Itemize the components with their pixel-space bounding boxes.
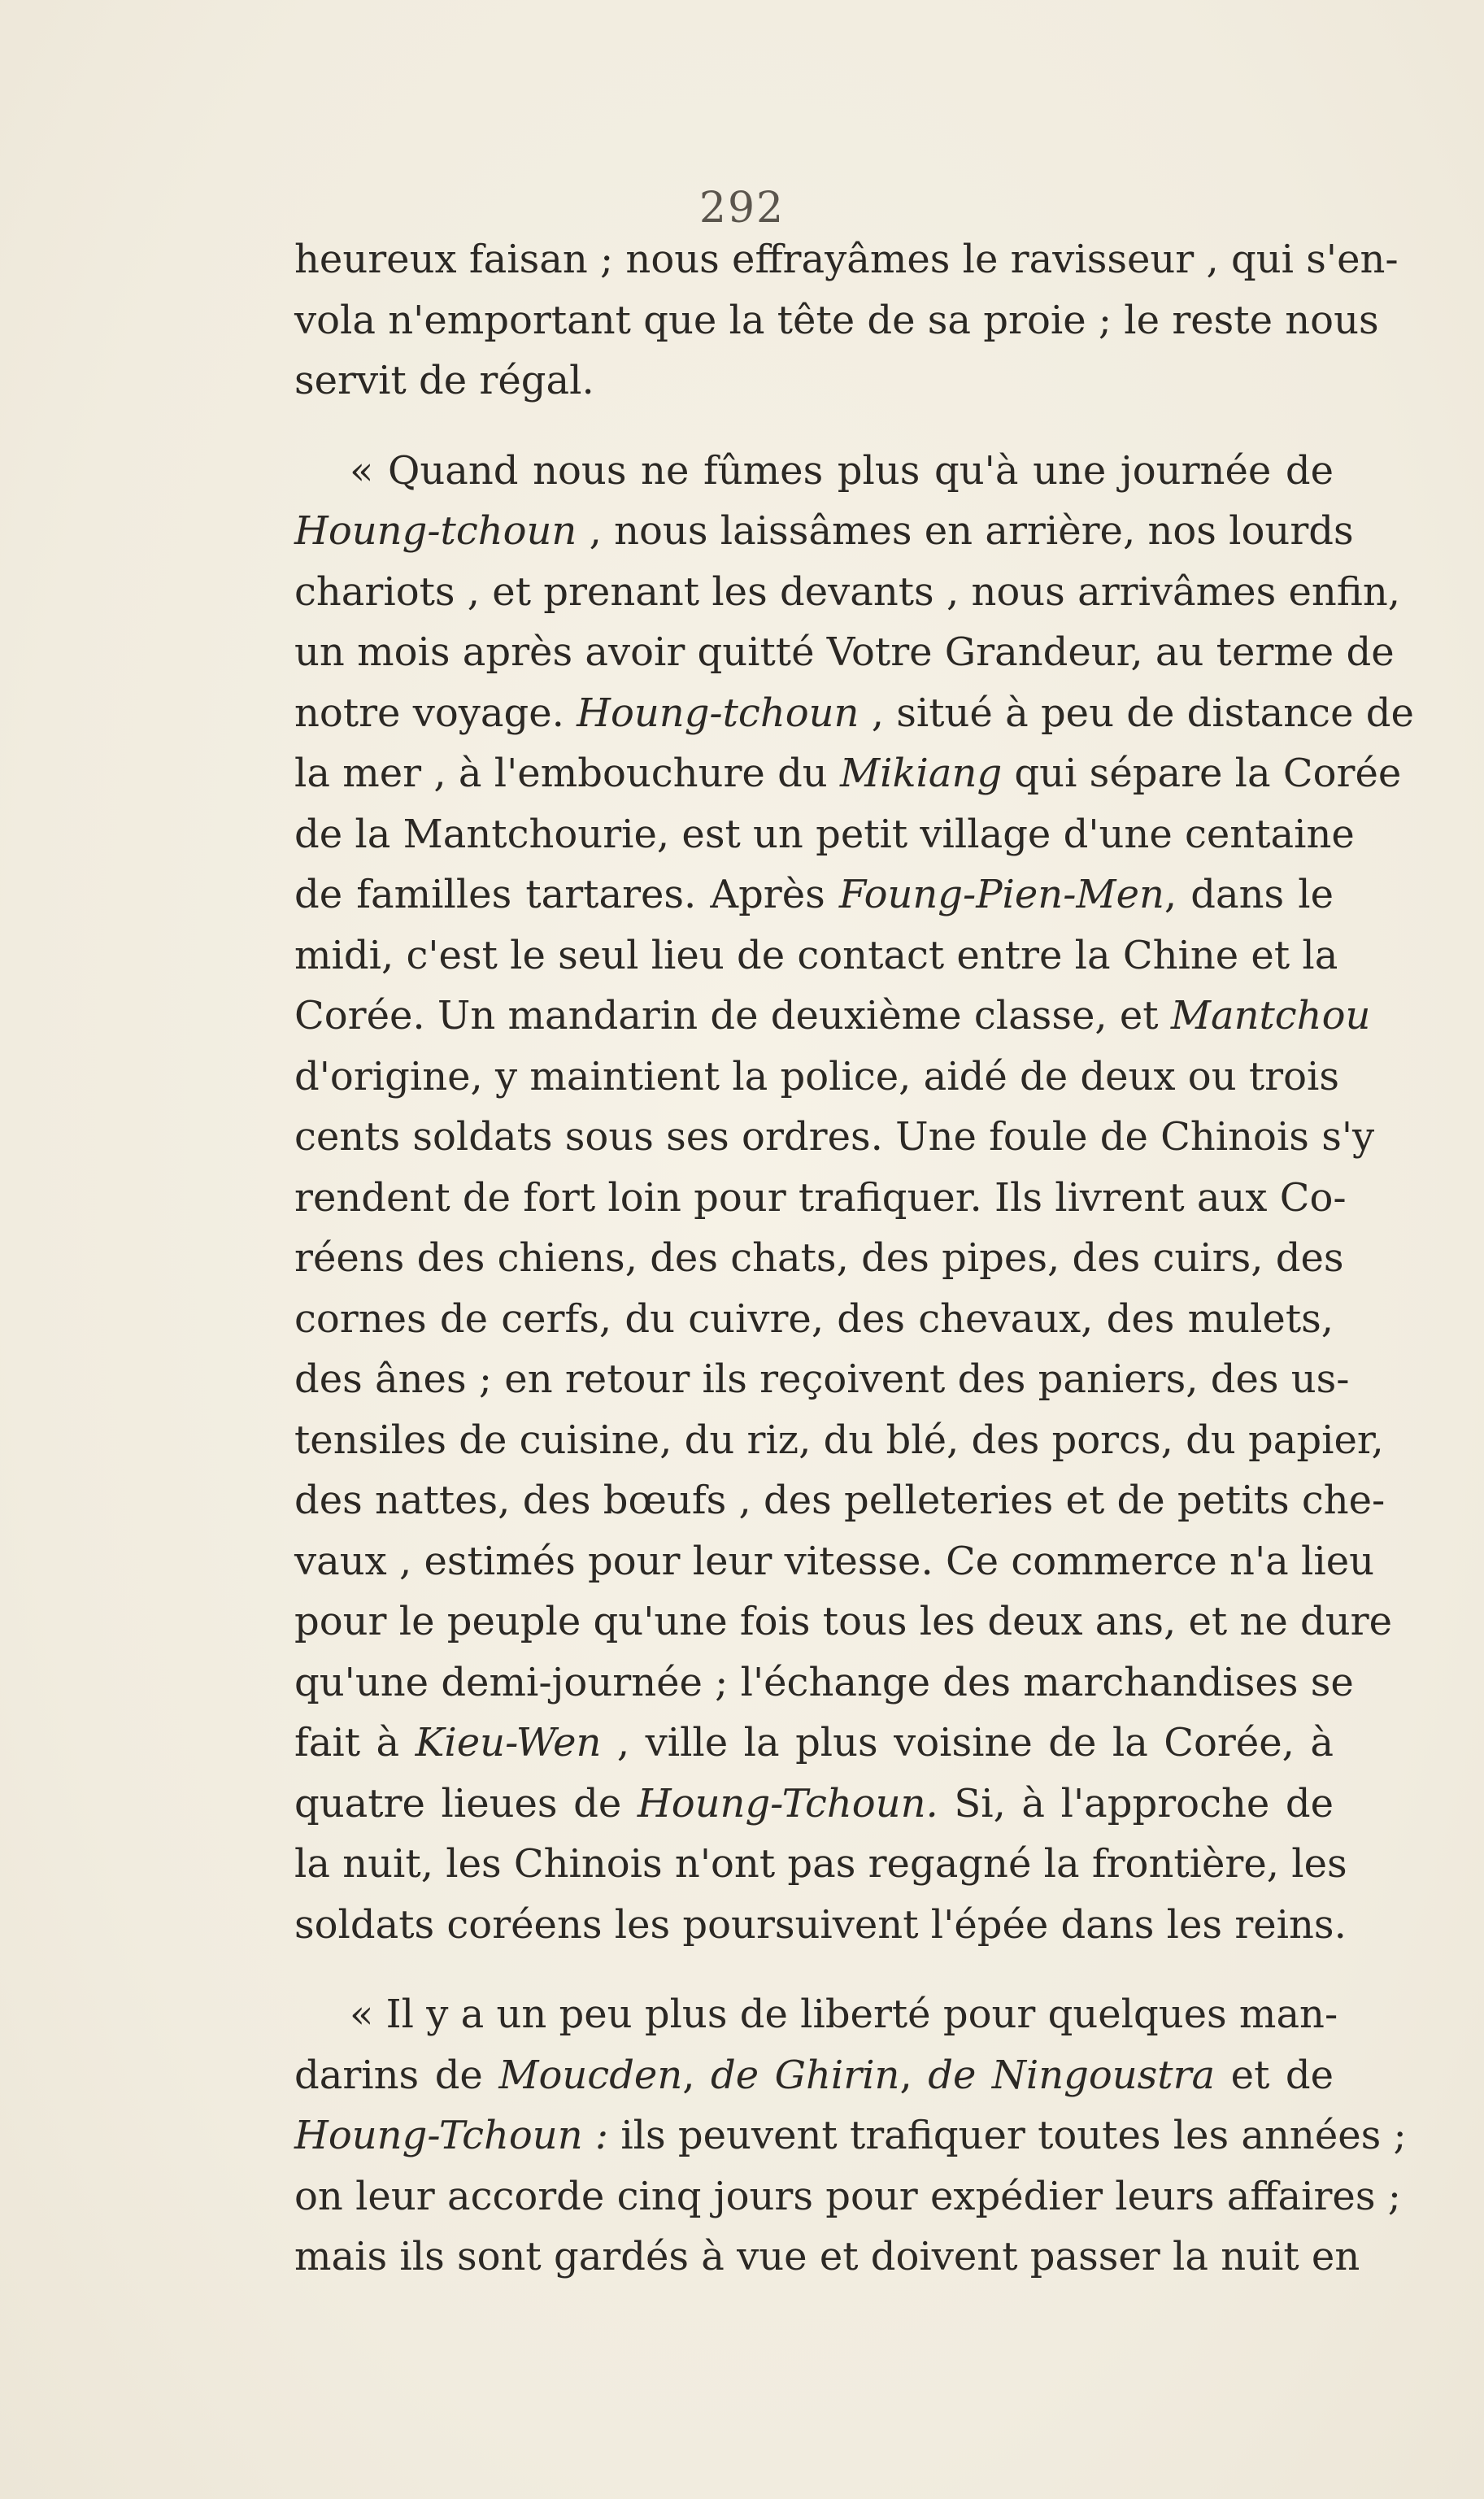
text-line	[294, 986, 1371, 1047]
text-run: , nous laissâmes en arrière, nos lourds	[577, 508, 1354, 554]
text-run: des nattes, des bœufs , des pelleteries et de petits che-	[294, 1478, 1386, 1523]
page-number: 292	[698, 184, 786, 233]
italic-term: Foung-Pien-Men	[838, 872, 1164, 917]
text-run: qui sépare la Corée	[1002, 751, 1402, 796]
italic-term: Houng-Tchoun :	[294, 2113, 609, 2158]
text-run: fait à	[294, 1720, 416, 1765]
text-run: servit de régal.	[294, 358, 594, 403]
italic-term: de Ningoustra	[928, 2052, 1216, 2098]
text-run: chariots , et prenant les devants , nous arrivâmes enfin,	[294, 568, 1400, 615]
text-line	[294, 1168, 1347, 1229]
text-line	[294, 1228, 1344, 1289]
paragraph	[294, 441, 1414, 1956]
text-run: on leur accorde cinq jours pour expédier leurs affaires ;	[294, 2173, 1401, 2219]
text-line	[294, 925, 1338, 986]
text-run: ,	[682, 2052, 711, 2098]
italic-term: de Ghirin	[711, 2052, 900, 2098]
text-line	[294, 804, 1355, 865]
text-line	[294, 562, 1400, 623]
text-run: cents soldats sous ses ordres. Une foule de Chinois s'y	[294, 1114, 1375, 1160]
text-line	[294, 229, 1399, 290]
text-run: réens des chiens, des chats, des pipes, des cuirs, des	[294, 1235, 1344, 1281]
text-line	[294, 1984, 1338, 2045]
text-line	[294, 864, 1334, 925]
text-line	[294, 1047, 1339, 1108]
text-run: pour le peuple qu'une fois tous les deux ans, et ne dure	[294, 1599, 1392, 1644]
text-line	[294, 743, 1402, 804]
text-run: , dans le	[1164, 872, 1334, 917]
italic-term: Mikiang	[839, 751, 1003, 796]
text-run: mais ils sont gardés à vue et doivent passer la nuit en	[294, 2234, 1360, 2279]
text-run: , situé à peu de distance de	[859, 690, 1414, 736]
italic-term: Houng-tchoun	[294, 508, 577, 554]
italic-term: Houng-Tchoun.	[637, 1780, 938, 1826]
text-run: d'origine, y maintient la police, aidé de deux ou trois	[294, 1053, 1339, 1099]
text-run: Corée. Un mandarin de deuxième classe, et	[294, 993, 1171, 1038]
text-run: Si, à l'approche de	[938, 1780, 1334, 1826]
paragraph-gap	[294, 411, 1334, 441]
text-run: tensiles de cuisine, du riz, du blé, des porcs, du papier,	[294, 1417, 1384, 1463]
text-line	[294, 1774, 1334, 1835]
text-line	[294, 1652, 1354, 1713]
text-run: la mer , à l'embouchure du	[294, 751, 840, 796]
text-run: rendent de fort loin pour trafiquer. Ils livrent aux Co-	[294, 1174, 1347, 1221]
text-line	[294, 683, 1414, 744]
text-run: quatre lieues de	[294, 1780, 638, 1826]
text-run: midi, c'est le seul lieu de contact entre la Chine et la	[294, 932, 1338, 978]
italic-term: Mantchou	[1170, 993, 1371, 1038]
text-run: darins de	[294, 2052, 499, 2098]
text-line	[294, 290, 1379, 351]
paragraph	[294, 1984, 1407, 2288]
text-run: des ânes ; en retour ils reçoivent des paniers, des us-	[294, 1356, 1350, 1402]
text-run: heureux faisan ; nous effrayâmes le ravisseur , qui s'en-	[294, 237, 1399, 282]
text-line	[294, 1289, 1334, 1350]
text-line	[294, 1834, 1347, 1895]
paragraph-gap	[294, 1955, 1334, 1984]
text-run: qu'une demi-journée ; l'échange des marchandises se	[294, 1659, 1354, 1705]
text-run: soldats coréens les poursuivent l'épée dans les reins.	[294, 1901, 1347, 1948]
text-line	[294, 1531, 1375, 1592]
text-run: un mois après avoir quitté Votre Grandeur, au terme de	[294, 629, 1395, 675]
text-run: de familles tartares. Après	[294, 872, 839, 917]
body-text	[294, 229, 1414, 2288]
text-line	[294, 441, 1334, 502]
text-run: vola n'emportant que la tête de sa proie ; le reste nous	[294, 297, 1379, 343]
italic-term: Houng-tchoun	[577, 690, 860, 736]
text-run: « Il y a un peu plus de liberté pour quelques man-	[350, 1992, 1338, 2037]
text-line	[294, 1470, 1386, 1531]
text-run: notre voyage.	[294, 690, 577, 736]
text-line	[294, 622, 1395, 683]
text-line	[294, 2227, 1360, 2288]
text-run: , ville la plus voisine de la Corée, à	[601, 1720, 1334, 1765]
italic-term: Moucden	[498, 2052, 683, 2098]
text-line	[294, 2105, 1407, 2166]
paragraph	[294, 229, 1399, 411]
text-line	[294, 1895, 1347, 1956]
text-run: et de	[1215, 2052, 1334, 2098]
text-line	[294, 1591, 1392, 1652]
text-line	[294, 1713, 1334, 1774]
text-run: « Quand nous ne fûmes plus qu'à une journée de	[350, 447, 1334, 494]
text-run: vaux , estimés pour leur vitesse. Ce commerce n'a lieu	[294, 1538, 1375, 1584]
text-line	[294, 1107, 1375, 1168]
text-run: de la Mantchourie, est un petit village d'une centaine	[294, 811, 1355, 857]
text-run: ils peuvent trafiquer toutes les années ;	[608, 2113, 1407, 2158]
text-run: la nuit, les Chinois n'ont pas regagné la frontière, les	[294, 1841, 1347, 1887]
text-line	[294, 350, 1334, 411]
text-run: ,	[899, 2052, 929, 2098]
italic-term: Kieu-Wen	[415, 1720, 602, 1765]
text-line	[294, 2045, 1334, 2106]
text-line	[294, 2166, 1401, 2227]
text-line	[294, 501, 1354, 562]
text-line	[294, 1410, 1384, 1471]
text-line	[294, 1349, 1350, 1410]
text-run: cornes de cerfs, du cuivre, des chevaux, des mulets,	[294, 1295, 1334, 1342]
